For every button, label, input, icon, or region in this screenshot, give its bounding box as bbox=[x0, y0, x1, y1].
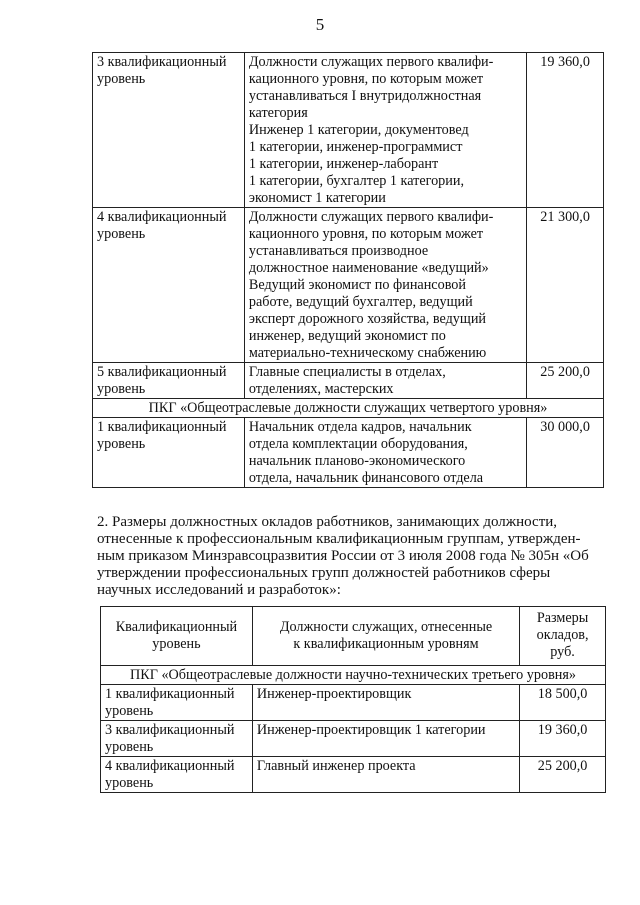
table-row bbox=[93, 418, 604, 488]
level-cell: 1 квалификационный уровень bbox=[101, 685, 253, 721]
amount-cell: 25 200,0 bbox=[520, 757, 606, 793]
level-cell: 3 квалификационный уровень bbox=[101, 721, 253, 757]
table-row bbox=[101, 757, 606, 793]
description-cell: Должности служащих первого квалифи- кационного уровня, по которым может устанавливаться производное должностное наименование «ведущий» Ведущий экономист по финансовой работе, ведущий бухгалтер, ведущий эксперт дорожного хозяйства, ведущий инженер, ведущий экономист по материально-техническому снабжению bbox=[244, 208, 526, 363]
level-cell: 5 квалификационный уровень bbox=[93, 363, 245, 399]
amount-cell: 19 360,0 bbox=[527, 53, 604, 208]
description-cell: Инженер-проектировщик bbox=[252, 685, 519, 721]
table-row bbox=[93, 53, 604, 208]
group-title: ПКГ «Общеотраслевые должности научно-технических третьего уровня» bbox=[101, 666, 606, 685]
description-cell: Главный инженер проекта bbox=[252, 757, 519, 793]
table-row bbox=[101, 721, 606, 757]
amount-cell: 30 000,0 bbox=[527, 418, 604, 488]
amount-cell: 21 300,0 bbox=[527, 208, 604, 363]
level-cell: 1 квалификационный уровень bbox=[93, 418, 245, 488]
group-title: ПКГ «Общеотраслевые должности служащих четвертого уровня» bbox=[93, 399, 604, 418]
level-cell: 4 квалификационный уровень bbox=[93, 208, 245, 363]
table-row bbox=[101, 685, 606, 721]
level-cell: 4 квалификационный уровень bbox=[101, 757, 253, 793]
table-header-row bbox=[101, 607, 606, 666]
table-row bbox=[93, 208, 604, 363]
salary-table-1 bbox=[92, 52, 604, 488]
section-paragraph: 2. Размеры должностных окладов работников, занимающих должности, отнесенные к профессиональным квалификационным группам, утвержден- ным приказом Минзравсоцразвития России от 3 июля 2008 года № 305н «Об утверждении профессиональных групп должностей работников сферы научных исследований и разработок»: bbox=[97, 514, 589, 598]
amount-cell: 19 360,0 bbox=[520, 721, 606, 757]
column-header-level: Квалификационный уровень bbox=[101, 607, 253, 666]
description-cell: Инженер-проектировщик 1 категории bbox=[252, 721, 519, 757]
amount-cell: 18 500,0 bbox=[520, 685, 606, 721]
table-row bbox=[93, 363, 604, 399]
description-cell: Начальник отдела кадров, начальник отдела комплектации оборудования, начальник планово-экономического отдела, начальник финансового отдела bbox=[244, 418, 526, 488]
page-number: 5 bbox=[315, 15, 325, 34]
column-header-positions: Должности служащих, отнесенные к квалификационным уровням bbox=[252, 607, 519, 666]
group-header-row bbox=[101, 666, 606, 685]
amount-cell: 25 200,0 bbox=[527, 363, 604, 399]
level-cell: 3 квалификационный уровень bbox=[93, 53, 245, 208]
description-cell: Главные специалисты в отделах, отделениях, мастерских bbox=[244, 363, 526, 399]
description-cell: Должности служащих первого квалифи- кационного уровня, по которым может устанавливаться I внутридолжностная категория Инженер 1 категории, документовед 1 категории, инженер-программист 1 категории, инженер-лаборант 1 категории, бухгалтер 1 категории, экономист 1 категории bbox=[244, 53, 526, 208]
column-header-salary: Размеры окладов, руб. bbox=[520, 607, 606, 666]
salary-table-2 bbox=[100, 606, 606, 793]
group-header-row bbox=[93, 399, 604, 418]
